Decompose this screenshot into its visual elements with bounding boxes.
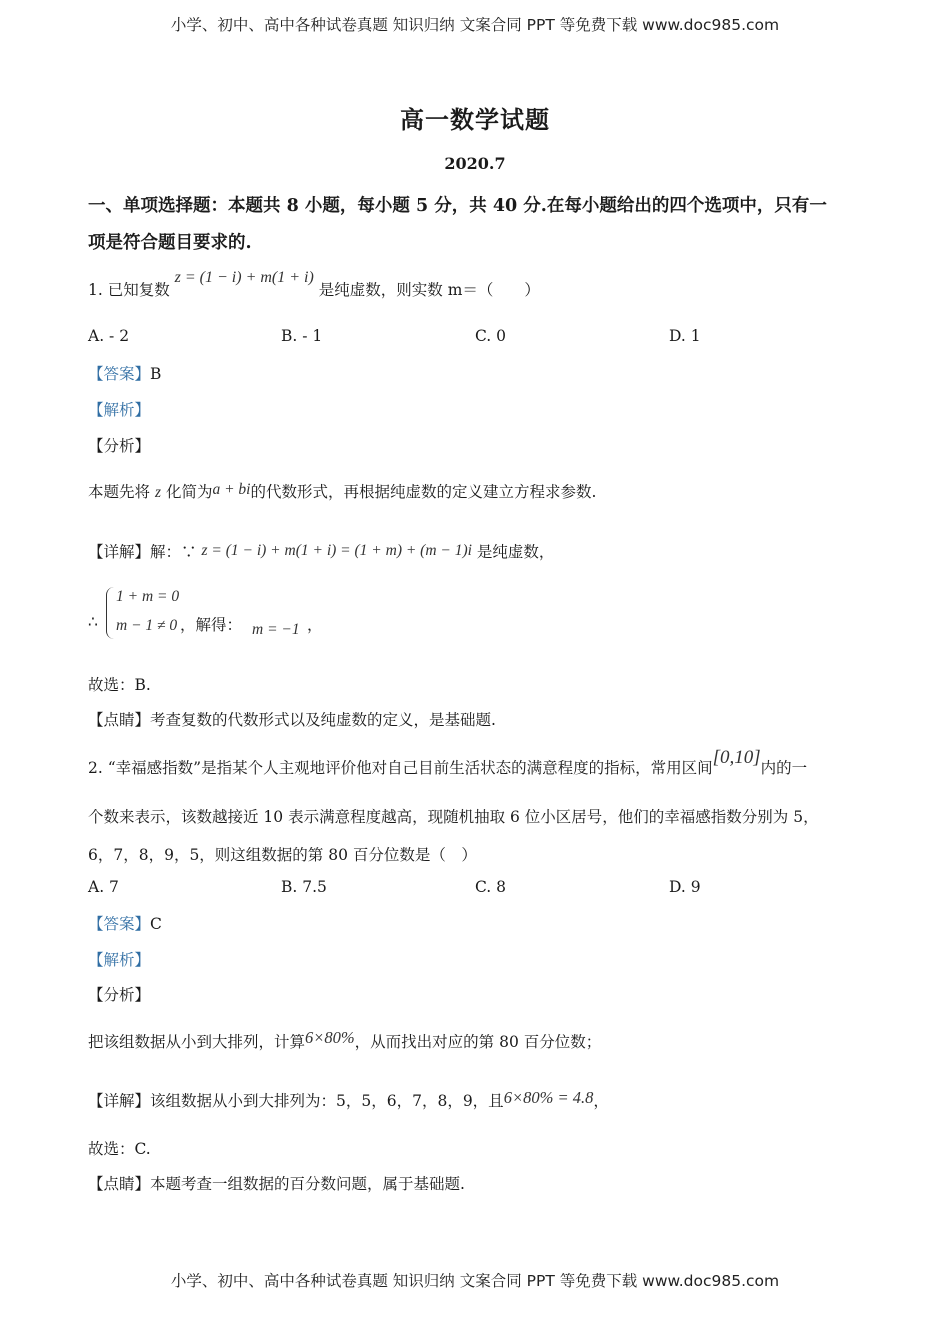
q1-answer-tag: 【答案】 bbox=[88, 365, 151, 383]
q1-fenxi-text-c: 的代数形式，再根据纯虚数的定义建立方程求参数. bbox=[250, 483, 597, 501]
q2-fenxi-formula: 6×80% bbox=[305, 1028, 355, 1047]
system-eq-2: m − 1 ≠ 0 bbox=[116, 617, 178, 634]
q2-comment-tag: 【点睛】 bbox=[88, 1175, 151, 1193]
q2-detail-text-b: ， bbox=[593, 1092, 609, 1110]
q2-detail-tag: 【详解】 bbox=[88, 1092, 151, 1110]
q2-detail-formula: 6×80% = 4.8 bbox=[503, 1088, 594, 1107]
q1-option-a: A. - 2 bbox=[88, 327, 130, 345]
q2-fenxi-text-b: ，从而找出对应的第 80 百分位数； bbox=[354, 1033, 602, 1051]
section-heading-line1: 一、单项选择题：本题共 8 小题，每小题 5 分，共 40 分.在每小题给出的四个选项中，只有一 bbox=[88, 196, 827, 216]
q1-stem bbox=[88, 269, 540, 300]
q1-detail-text-b: 是纯虚数， bbox=[476, 543, 555, 561]
q2-detail-text-a: 该组数据从小到大排列为：5，5，6，7，8，9，且 bbox=[150, 1092, 504, 1110]
q2-stem-prefix: 2. “幸福感指数”是指某个人主观地评价他对自己目前生活状态的满意程度的指标，常用区间 bbox=[88, 759, 713, 777]
q1-answer bbox=[88, 362, 161, 384]
q2-comment bbox=[88, 1172, 465, 1194]
q1-fenxi-text-a: 本题先将 bbox=[88, 483, 151, 501]
q1-stem-suffix: 是纯虚数，则实数 m＝（ ） bbox=[318, 281, 540, 299]
q1-choose: 故选：B. bbox=[88, 676, 151, 694]
q2-answer-value: C bbox=[150, 915, 162, 933]
q1-answer-value: B bbox=[150, 365, 162, 383]
q2-fenxi-text-a: 把该组数据从小到大排列，计算 bbox=[88, 1033, 306, 1051]
q2-fenxi bbox=[88, 1030, 601, 1052]
therefore-symbol: ∴ bbox=[88, 613, 98, 631]
q2-comment-text: 本题考查一组数据的百分数问题，属于基础题. bbox=[150, 1175, 465, 1193]
q1-option-c: C. 0 bbox=[475, 327, 507, 345]
q2-choose: 故选：C. bbox=[88, 1140, 151, 1158]
system-eq-1: 1 + m = 0 bbox=[116, 588, 180, 605]
q2-fenxi-tag: 【分析】 bbox=[88, 986, 151, 1004]
q1-comment bbox=[88, 708, 496, 730]
q1-fenxi-text-b: 化简为 bbox=[165, 483, 213, 501]
q2-answer-tag: 【答案】 bbox=[88, 915, 151, 933]
q1-fenxi bbox=[88, 480, 596, 502]
q1-comment-tag: 【点睛】 bbox=[88, 711, 151, 729]
q1-solve-text: ，解得： bbox=[180, 616, 243, 634]
q2-option-c: C. 8 bbox=[475, 878, 507, 896]
section-heading-line2: 项是符合题目要求的. bbox=[88, 233, 252, 253]
q2-answer bbox=[88, 912, 162, 934]
q1-comment-text: 考查复数的代数形式以及纯虚数的定义，是基础题. bbox=[150, 711, 496, 729]
q1-solve-end: ， bbox=[307, 616, 323, 634]
page-footer: 小学、初中、高中各种试卷真题 知识归纳 文案合同 PPT 等免费下载 www.doc985.com bbox=[170, 1272, 780, 1290]
equation-brace bbox=[106, 587, 115, 639]
q2-analysis-tag: 【解析】 bbox=[88, 951, 151, 969]
q2-option-a: A. 7 bbox=[88, 878, 119, 896]
q2-option-b: B. 7.5 bbox=[281, 878, 327, 896]
page-header: 小学、初中、高中各种试卷真题 知识归纳 文案合同 PPT 等免费下载 www.doc985.com bbox=[170, 16, 780, 34]
q1-analysis-tag: 【解析】 bbox=[88, 401, 151, 419]
q1-fenxi-abi: a + bi bbox=[212, 481, 251, 498]
q1-stem-prefix: 1. 已知复数 bbox=[88, 281, 170, 299]
q2-stem-suffix: 内的一 bbox=[760, 759, 808, 777]
document-title: 高一数学试题 bbox=[400, 105, 550, 134]
q1-fenxi-tag: 【分析】 bbox=[88, 437, 151, 455]
q2-stem-line2: 个数来表示，该数越接近 10 表示满意程度越高，现随机抽取 6 位小区居号，他们的幸福感指数分别为 5， bbox=[88, 808, 819, 826]
q1-detail bbox=[88, 540, 554, 562]
q1-detail-formula: z = (1 − i) + m(1 + i) = (1 + m) + (m − 1)i bbox=[201, 542, 472, 559]
q1-formula: z = (1 − i) + m(1 + i) bbox=[174, 269, 314, 286]
q1-detail-tag: 【详解】 bbox=[88, 543, 151, 561]
q2-option-d: D. 9 bbox=[669, 878, 701, 896]
q1-detail-text-a: 解：∵ bbox=[150, 543, 197, 561]
q1-option-d: D. 1 bbox=[669, 327, 701, 345]
q1-fenxi-z: z bbox=[154, 484, 161, 501]
q1-option-b: B. - 1 bbox=[281, 327, 323, 345]
q2-detail bbox=[88, 1089, 609, 1111]
q1-solve-value: m = −1 bbox=[252, 621, 300, 638]
q2-interval: [0,10] bbox=[712, 747, 761, 768]
document-date: 2020.7 bbox=[444, 154, 506, 173]
q2-stem-line1 bbox=[88, 747, 808, 779]
q2-stem-line3: 6，7，8，9，5，则这组数据的第 80 百分位数是（ ） bbox=[88, 846, 477, 864]
